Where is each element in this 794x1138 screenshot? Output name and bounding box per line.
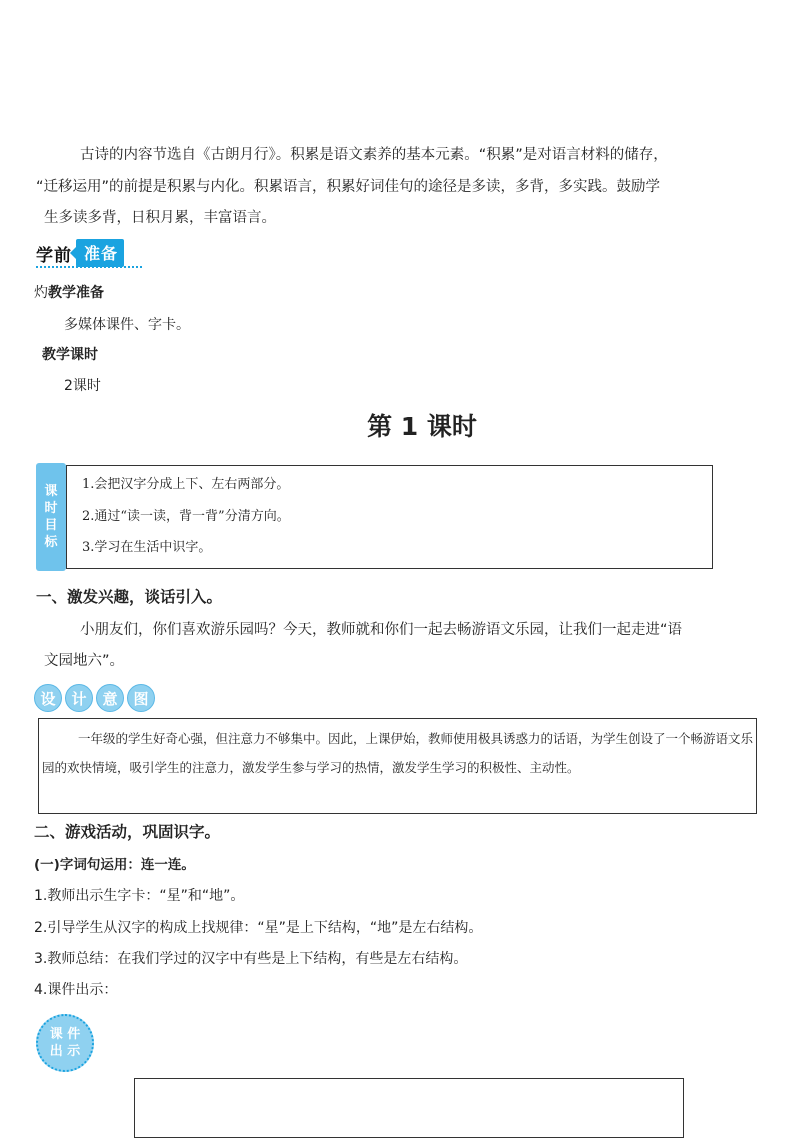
section2-heading: 二、游戏活动，巩固识字。 [34, 823, 221, 841]
section1-line-1: 小朋友们，你们喜欢游乐园吗？今天，教师就和你们一起去畅游语文乐园，让我们一起走进“语 [80, 622, 683, 638]
goal-item-2: 2.通过“读一读，背一背”分清方向。 [82, 509, 290, 524]
section2-step-4: 4.课件出示： [34, 982, 118, 998]
section2-step-2: 2.引导学生从汉字的构成上找规律：“星”是上下结构，“地”是左右结构。 [34, 920, 483, 936]
intro-line-3: 生多读多背，日积月累，丰富语言。 [44, 210, 276, 226]
teaching-prep-heading-row [34, 282, 104, 302]
intro-line-2: “迁移运用”的前提是积累与内化。积累语言，积累好词佳句的途径是多读，多背，多实践。鼓励学 [36, 179, 661, 195]
teaching-hours-content: 2课时 [64, 378, 101, 394]
goals-tab-char-2: 时 [44, 501, 58, 516]
section2-sub1: (一)字词句运用：连一连。 [34, 857, 195, 873]
goals-tab-char-3: 目 [44, 518, 58, 533]
goal-item-1: 1.会把汉字分成上下、左右两部分。 [82, 477, 290, 492]
section2-step-1: 1.教师出示生字卡：“星”和“地”。 [34, 888, 245, 904]
design-badge-char-2: 计 [65, 684, 93, 712]
design-badge-char-3: 意 [96, 684, 124, 712]
design-intent-text: 一年级的学生好奇心强，但注意力不够集中。因此，上课伊始，教师使用极具诱惑力的话语，为学生创设了一个畅游语文乐园的欢快情境，吸引学生的注意力，激发学生参与学习的热情，激发学生学习的积极性、主动性。 [42, 731, 754, 775]
intro-line-1: 古诗的内容节选自《古朗月行》。积累是语文素养的基本元素。“积累”是对语言材料的储存， [80, 147, 668, 163]
teaching-hours-heading: 教学课时 [42, 347, 98, 363]
prep-badge-right: 准备 [76, 239, 124, 267]
section1-line-2: 文园地六”。 [44, 653, 125, 669]
goals-tab-char-1: 课 [44, 484, 58, 499]
courseware-badge-top: 课 件 [49, 1027, 81, 1042]
goal-item-3: 3.学习在生活中识字。 [82, 540, 212, 555]
goals-tab [36, 463, 66, 571]
courseware-box [134, 1078, 684, 1138]
prep-badge-left: 学前 [36, 245, 72, 266]
prep-section-badge [36, 238, 124, 268]
section2-step-3: 3.教师总结：在我们学过的汉字中有些是上下结构，有些是左右结构。 [34, 951, 468, 967]
prep-badge-underline [36, 266, 142, 268]
section1-heading: 一、激发兴趣，谈话引入。 [36, 588, 223, 606]
teaching-prep-content: 多媒体课件、字卡。 [64, 317, 190, 333]
design-badge-char-1: 设 [34, 684, 62, 712]
teaching-prep-marker: 灼 [34, 285, 48, 301]
teaching-prep-heading: 教学准备 [48, 285, 104, 301]
design-badge-char-4: 图 [127, 684, 155, 712]
lesson-title: 第 1 课时 [367, 412, 477, 441]
courseware-badge [36, 1014, 94, 1072]
courseware-badge-bottom: 出 示 [49, 1044, 81, 1059]
goals-tab-char-4: 标 [44, 535, 58, 550]
design-intent-badge [34, 684, 158, 712]
